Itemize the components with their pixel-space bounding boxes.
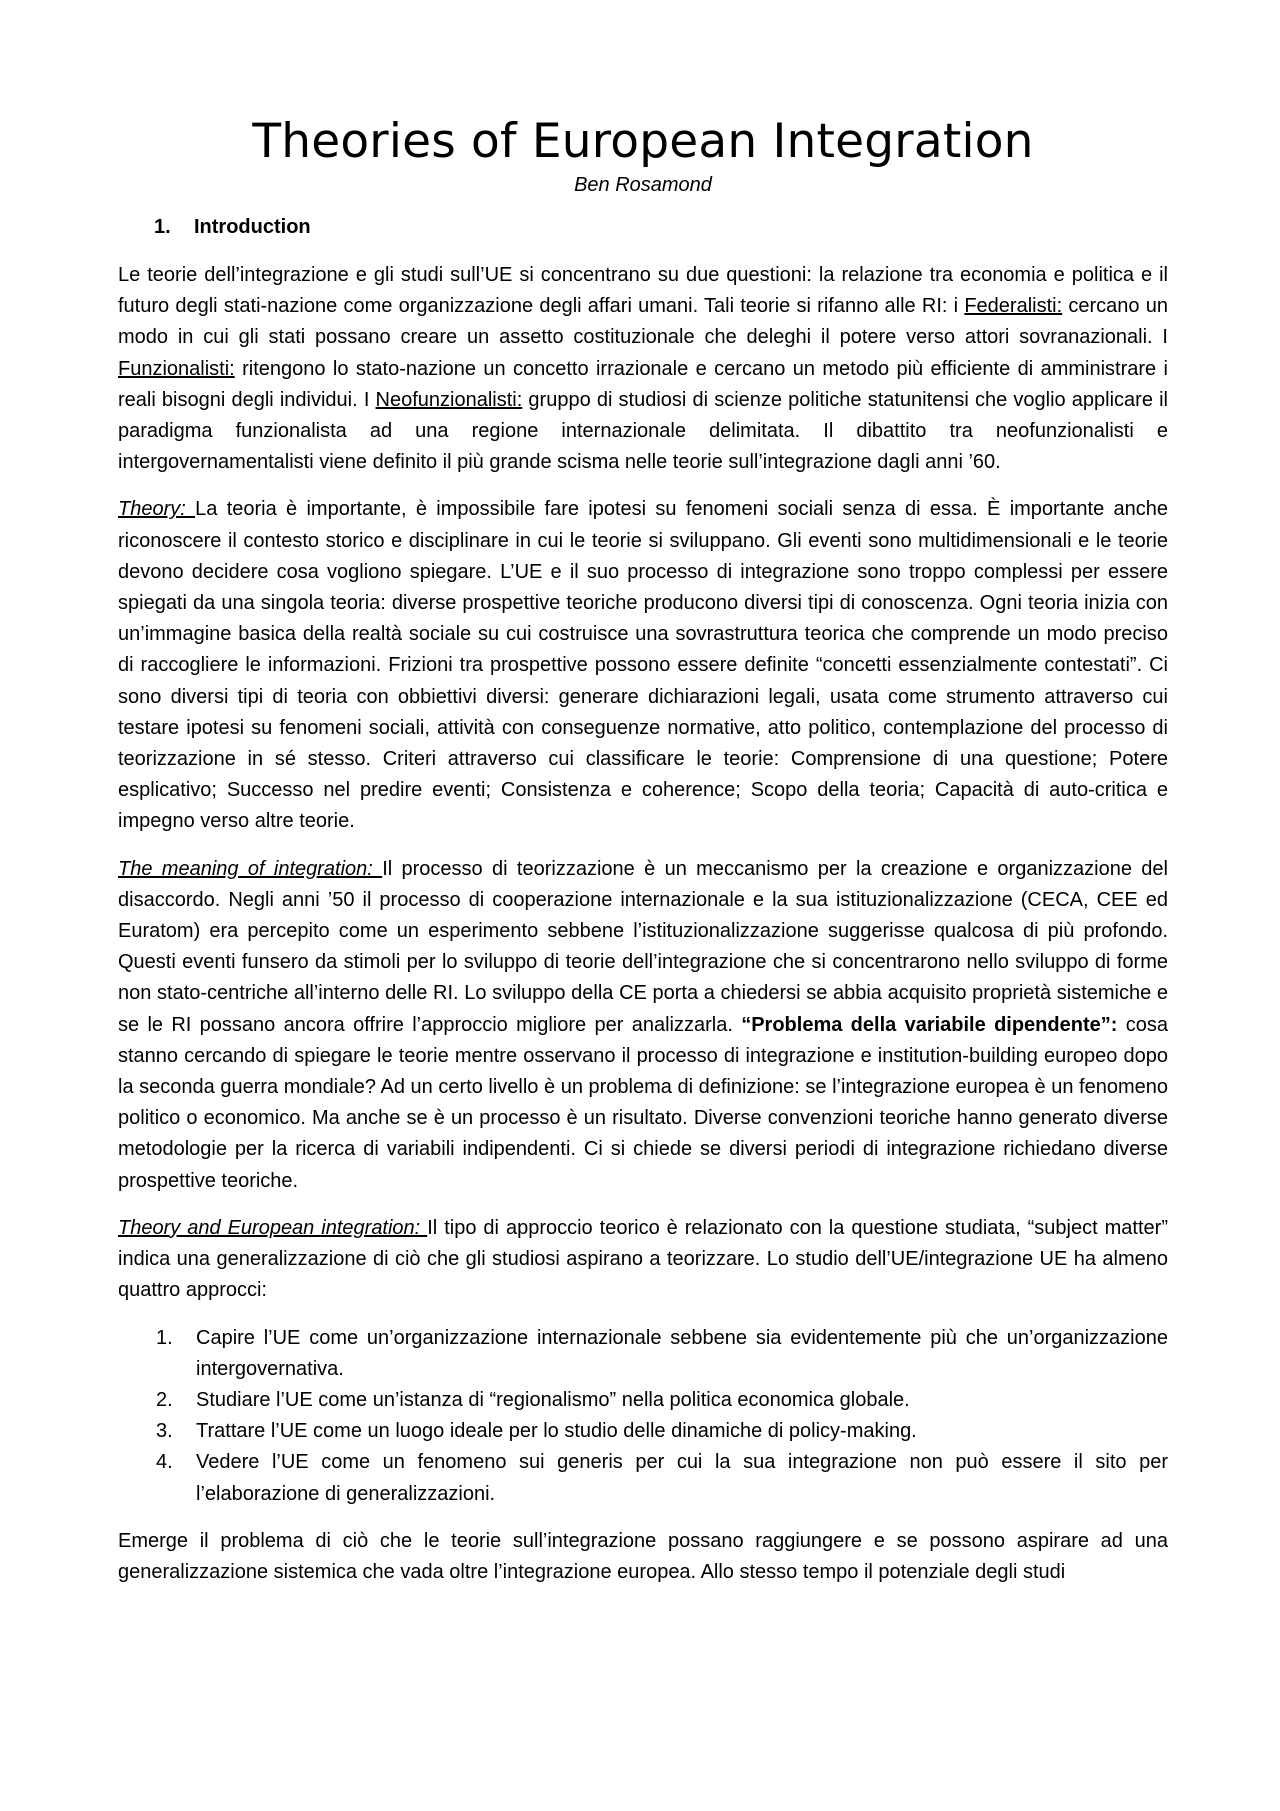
theory-eu-text: Il tipo di approccio teorico è relazionato con la questione studiata, “subject matter” indica una generalizzazione di ciò che gli studiosi aspirano a teorizzare. Lo studio dell’UE/integrazione UE ha almeno quattro approcci: xyxy=(118,1216,1168,1302)
intro-text-2: cercano un modo in cui gli stati possano creare un assetto costituzionale che deleghi il potere verso attori sovranazionali. I xyxy=(118,295,1168,349)
section-title: Introduction xyxy=(194,216,311,238)
dependent-variable-term: “Problema della variabile dipendente”: xyxy=(741,1013,1118,1036)
meaning-label: The meaning of integration: xyxy=(118,857,383,880)
theory-eu-label: Theory and European integration: xyxy=(118,1216,428,1239)
meaning-text-2: cosa stanno cercando di spiegare le teorie mentre osservano il processo di integrazione e institution-building europeo dopo la seconda guerra mondiale? Ad un certo livello è un problema di definizione: se l’integrazione europea è un fenomeno politico o economico. Ma anche se è un processo è un risultato. Diverse convenzioni teoriche hanno generato diverse metodologie per la ricerca di variabili indipendenti. Ci si chiede se diversi periodi di integrazione richiedano diverse prospettive teoriche. xyxy=(118,1013,1168,1192)
intro-text-4: gruppo di studiosi di scienze politiche statunitensi che voglio applicare il paradigma funzionalista ad una regione internazionale delimitata. Il dibattito tra neofunzionalisti e intergovernamentalisti viene definito il più grande scisma nelle teorie sull’integrazione dagli anni ’60. xyxy=(118,388,1168,474)
intro-paragraph xyxy=(118,260,1168,478)
list-item xyxy=(118,1447,1168,1509)
document-page xyxy=(118,112,1168,1604)
list-item-number: 2. xyxy=(156,1388,173,1411)
theory-label: Theory: xyxy=(118,498,196,521)
section-heading xyxy=(118,212,1168,242)
meaning-text-1: Il processo di teorizzazione è un meccanismo per la creazione e organizzazione del disaccordo. Negli anni ’50 il processo di cooperazione internazionale e la sua istituzionalizzazione (CECA, CEE ed Euratom) era percepito come un esperimento sebbene l’istituzionalizzazione suggerisse qualcosa di più profondo. Questi eventi funsero da stimoli per lo sviluppo di teorie dell’integrazione che si concentrarono nello sviluppo di forme non stato-centriche all’interno delle RI. Lo sviluppo della CE porta a chiedersi se abbia acquisito proprietà sistemiche e se le RI possano ancora offrire l’approccio migliore per analizzarla. xyxy=(118,857,1168,1036)
document-author: Ben Rosamond xyxy=(574,174,712,196)
document-title: Theories of European Integration xyxy=(252,114,1034,169)
list-item xyxy=(118,1385,1168,1416)
term-federalisti: Federalisti: xyxy=(964,295,1063,318)
closing-paragraph: Emerge il problema di ciò che le teorie sull’integrazione possano raggiungere e se possono aspirare ad una generalizzazione sistemica che vada oltre l’integrazione europea. Allo stesso tempo il potenziale degli studi xyxy=(118,1529,1168,1583)
approaches-list xyxy=(118,1323,1168,1510)
list-item-text: Trattare l’UE come un luogo ideale per lo studio delle dinamiche di policy-making. xyxy=(196,1420,917,1443)
list-item-text: Studiare l’UE come un’istanza di “regionalismo” nella politica economica globale. xyxy=(196,1388,910,1411)
intro-text-1: Le teorie dell’integrazione e gli studi sull’UE si concentrano su due questioni: la relazione tra economia e politica e il futuro degli stati-nazione come organizzazione degli affari umani. Tali teorie si rifanno alle RI: i xyxy=(118,264,1168,318)
theory-eu-paragraph xyxy=(118,1213,1168,1307)
section-number: 1. xyxy=(154,216,171,238)
meaning-paragraph xyxy=(118,854,1168,1197)
list-item-number: 4. xyxy=(156,1451,173,1474)
list-item-number: 3. xyxy=(156,1420,173,1443)
intro-text-3: ritengono lo stato-nazione un concetto irrazionale e cercano un metodo più efficiente di amministrare i reali bisogni degli individui. I xyxy=(118,357,1168,411)
term-funzionalisti: Funzionalisti: xyxy=(118,357,235,380)
theory-text: La teoria è importante, è impossibile fare ipotesi su fenomeni sociali senza di essa. È importante anche riconoscere il contesto storico e disciplinare in cui le teorie si sviluppano. Gli eventi sono multidimensionali e le teorie devono decidere cosa vogliono spiegare. L’UE e il suo processo di integrazione sono troppo complessi per essere spiegati da una singola teoria: diverse prospettive teoriche producono diversi tipi di conoscenza. Ogni teoria inizia con un’immagine basica della realtà sociale su cui costruisce una sovrastruttura teorica che comprende un modo preciso di raccogliere le informazioni. Frizioni tra prospettive possono essere definite “concetti essenzialmente contestati”. Ci sono diversi tipi di teoria con obbiettivi diversi: generare dichiarazioni legali, usata come strumento attraverso cui testare ipotesi su fenomeni sociali, attività con conseguenze normative, atto politico, contemplazione del processo di teorizzazione in sé stesso. Criteri attraverso cui classificare le teorie: Comprensione di una questione; Potere esplicativo; Successo nel predire eventi; Consistenza e coherence; Scopo della teoria; Capacità di auto-critica e impegno verso altre teorie. xyxy=(118,498,1169,833)
list-item-text: Capire l’UE come un’organizzazione internazionale sebbene sia evidentemente più che un’organizzazione intergovernativa. xyxy=(196,1326,1168,1380)
list-item-text: Vedere l’UE come un fenomeno sui generis per cui la sua integrazione non può essere il sito per l’elaborazione di generalizzazioni. xyxy=(196,1451,1168,1505)
list-item xyxy=(118,1323,1168,1385)
list-item xyxy=(118,1416,1168,1447)
term-neofunzionalisti: Neofunzionalisti: xyxy=(375,388,523,411)
list-item-number: 1. xyxy=(156,1326,173,1349)
theory-paragraph xyxy=(118,494,1168,837)
